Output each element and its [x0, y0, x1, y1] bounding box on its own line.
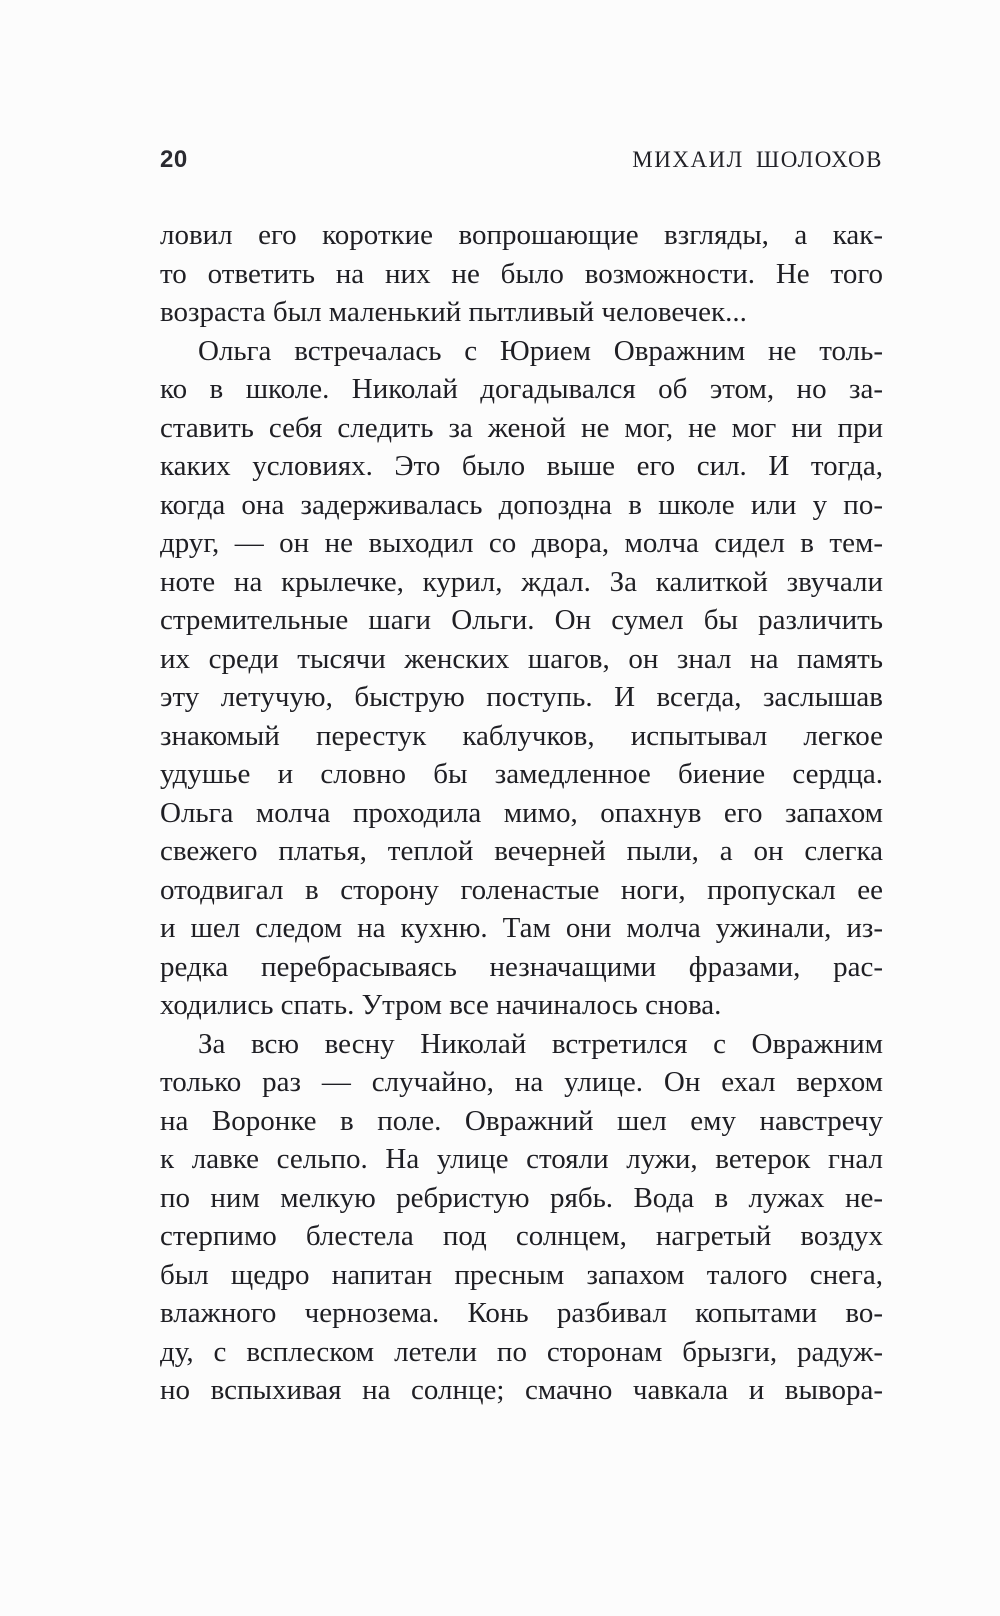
text-line: Ольга молча проходила мимо, опахнув его запахом [160, 796, 883, 829]
page-body-text [160, 216, 883, 1410]
text-line: каких условиях. Это было выше его сил. И тогда, [160, 450, 883, 482]
text-line: стерпимо блестела под солнцем, нагретый воздух [160, 1220, 883, 1252]
text-line: редка перебрасываясь незначащими фразами, рас- [160, 950, 883, 983]
text-line: ноте на крылечке, курил, ждал. За калиткой звучали [160, 565, 883, 598]
text-line: их среди тысячи женских шагов, он знал на память [160, 642, 883, 675]
text-line: Ольга встречалась с Юрием Овражним не толь- [198, 334, 883, 367]
text-line: то ответить на них не было возможности. Не того [160, 257, 883, 290]
text-line: по ним мелкую ребристую рябь. Вода в лужах не- [160, 1181, 883, 1214]
text-line: влажного чернозема. Конь разбивал копытами во- [160, 1297, 883, 1329]
text-line: отодвигал в сторону голенастые ноги, пропускал ее [160, 873, 883, 906]
text-line: и шел следом на кухню. Там они молча ужинали, из- [160, 912, 883, 944]
page-number: 20 [160, 146, 188, 173]
text-line: к лавке сельпо. На улице стояли лужи, ветерок гнал [160, 1143, 883, 1175]
text-line: стремительные шаги Ольги. Он сумел бы различить [160, 604, 883, 636]
running-head-author: МИХАИЛ ШОЛОХОВ [632, 147, 883, 172]
page-header [160, 146, 883, 174]
text-line: но вспыхивая на солнце; смачно чавкала и вывора- [160, 1374, 883, 1406]
text-line: свежего платья, теплой вечерней пыли, а он слегка [160, 835, 883, 867]
text-line: ловил его короткие вопрошающие взгляды, а как- [160, 219, 883, 251]
text-line: ду, с всплеском летели по сторонам брызги, радуж- [160, 1335, 883, 1368]
text-line: когда она задерживалась допоздна в школе или у по- [160, 488, 883, 521]
text-line: удушье и словно бы замедленное биение сердца. [160, 758, 883, 790]
text-line: знакомый перестук каблучков, испытывал легкое [160, 719, 883, 752]
text-line: возраста был маленький пытливый человечек... [160, 296, 747, 328]
text-line: ко в школе. Николай догадывался об этом, но за- [160, 373, 883, 405]
text-line: был щедро напитан пресным запахом талого снега, [160, 1258, 883, 1291]
text-line: ставить себя следить за женой не мог, не мог ни при [160, 411, 883, 444]
text-line: на Воронке в поле. Овражний шел ему навстречу [160, 1104, 883, 1137]
text-line: За всю весну Николай встретился с Овражним [198, 1027, 883, 1060]
text-line: только раз — случайно, на улице. Он ехал верхом [160, 1066, 883, 1098]
text-line: ходились спать. Утром все начиналось снова. [160, 989, 722, 1021]
text-line: друг, — он не выходил со двора, молча сидел в тем- [160, 527, 883, 559]
text-line: эту летучую, быструю поступь. И всегда, заслышав [160, 681, 883, 713]
